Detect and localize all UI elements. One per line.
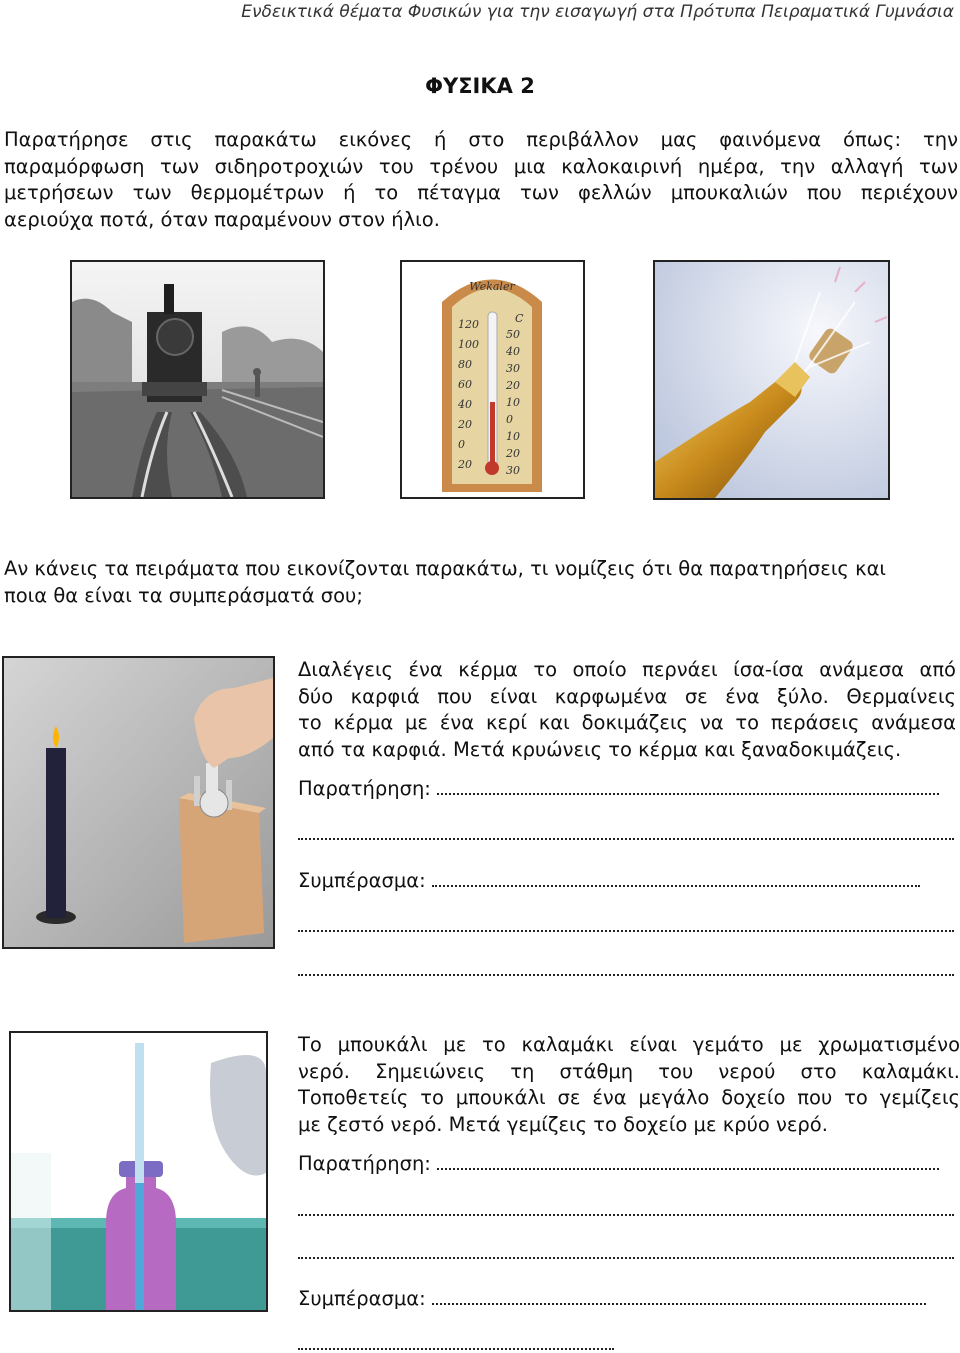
experiment2-line: Το μπουκάλι με το καλαμάκι είναι γεμάτο με χρωματισμένο — [298, 1033, 960, 1056]
question-paragraph — [4, 556, 954, 609]
train-rails-photo — [70, 260, 325, 499]
answer-line[interactable] — [298, 930, 954, 932]
experiment1-observation-row — [298, 777, 939, 800]
experiment2-conclusion-row — [298, 1287, 926, 1310]
experiment1-conclusion-row — [298, 869, 920, 892]
answer-line[interactable] — [298, 1348, 614, 1350]
thermometer-photo — [400, 260, 585, 499]
answer-line[interactable] — [437, 1154, 939, 1170]
celsius-tick-label: 0 — [506, 413, 513, 426]
intro-line: μετρήσεων των θερμομέτρων ή το πέταγμα των φελλών μπουκαλιών που περιέχουν — [4, 181, 958, 204]
answer-line[interactable] — [432, 871, 920, 887]
intro-paragraph — [4, 127, 958, 233]
experiment1-text — [298, 657, 956, 763]
celsius-tick-label: 10 — [506, 430, 520, 443]
conclusion-label: Συμπέρασμα: — [298, 869, 426, 892]
fahrenheit-tick-label: 120 — [458, 318, 479, 331]
intro-line: Παρατήρησε στις παρακάτω εικόνες ή στο περιβάλλον μας φαινόμενα όπως: την — [4, 128, 958, 151]
fahrenheit-tick-label: 60 — [458, 378, 472, 391]
celsius-unit: C — [515, 312, 524, 325]
celsius-tick-label: 40 — [506, 345, 520, 358]
celsius-tick-label: 10 — [506, 396, 520, 409]
intro-line: αεριούχα ποτά, όταν παραμένουν στον ήλιο. — [4, 207, 440, 231]
celsius-tick-label: 20 — [506, 379, 520, 392]
conclusion-label: Συμπέρασμα: — [298, 1287, 426, 1310]
celsius-tick-label: 20 — [506, 447, 520, 460]
bottle-straw-photo — [9, 1031, 268, 1312]
celsius-tick-label: 30 — [506, 362, 520, 375]
answer-line[interactable] — [432, 1289, 926, 1305]
question-line: ποια θα είναι τα συμπεράσματά σου; — [4, 583, 363, 607]
page-title: ΦΥΣΙΚΑ 2 — [425, 74, 535, 98]
experiment2-text — [298, 1032, 960, 1138]
fahrenheit-tick-label: 100 — [458, 338, 479, 351]
answer-line[interactable] — [298, 838, 954, 840]
fahrenheit-tick-label: 80 — [458, 358, 472, 371]
observation-label: Παρατήρηση: — [298, 777, 431, 800]
coin-candle-photo — [2, 656, 275, 949]
experiment2-line: με ζεστό νερό. Μετά γεμίζεις το δοχείο με κρύο νερό. — [298, 1112, 828, 1136]
observation-label: Παρατήρηση: — [298, 1152, 431, 1175]
thermometer-brand: Wekaler — [469, 280, 515, 293]
experiment1-line: δύο καρφιά που είναι καρφωμένα σε ένα ξύλο. Θερμαίνεις — [298, 684, 956, 708]
experiment1-line: από τα καρφιά. Μετά κρυώνεις το κέρμα και ξαναδοκιμάζεις. — [298, 737, 902, 761]
page-header: Ενδεικτικά θέματα Φυσικών για την εισαγωγή στα Πρότυπα Πειραματικά Γυμνάσια — [241, 2, 954, 22]
answer-line[interactable] — [437, 779, 939, 795]
answer-line[interactable] — [298, 1214, 954, 1216]
experiment2-observation-row — [298, 1152, 939, 1175]
fahrenheit-tick-label: 0 — [458, 438, 465, 451]
intro-line: παραμόρφωση των σιδηροτροχιών του τρένου μια καλοκαιρινή ημέρα, την αλλαγή των — [4, 154, 958, 178]
fahrenheit-tick-label: 20 — [458, 458, 472, 471]
fahrenheit-tick-label: 20 — [458, 418, 472, 431]
question-line: Αν κάνεις τα πειράματα που εικονίζονται παρακάτω, τι νομίζεις ότι θα παρατηρήσεις και — [4, 557, 887, 580]
champagne-bottle-photo — [653, 260, 890, 500]
celsius-tick-label: 50 — [506, 328, 520, 341]
experiment2-line: νερό. Σημειώνεις τη στάθμη του νερού στο καλαμάκι. — [298, 1059, 960, 1083]
experiment1-line: Διαλέγεις ένα κέρμα το οποίο περνάει ίσα-ίσα ανάμεσα από — [298, 658, 956, 681]
answer-line[interactable] — [298, 1257, 954, 1259]
answer-line[interactable] — [298, 974, 954, 976]
experiment2-line: Τοποθετείς το μπουκάλι σε ένα μεγάλο δοχείο που το γεμίζεις — [298, 1086, 960, 1109]
fahrenheit-tick-label: 40 — [458, 398, 472, 411]
celsius-tick-label: 30 — [506, 464, 520, 477]
experiment1-line: το κέρμα με ένα κερί και δοκιμάζεις να το περάσεις ανάμεσα — [298, 711, 956, 734]
